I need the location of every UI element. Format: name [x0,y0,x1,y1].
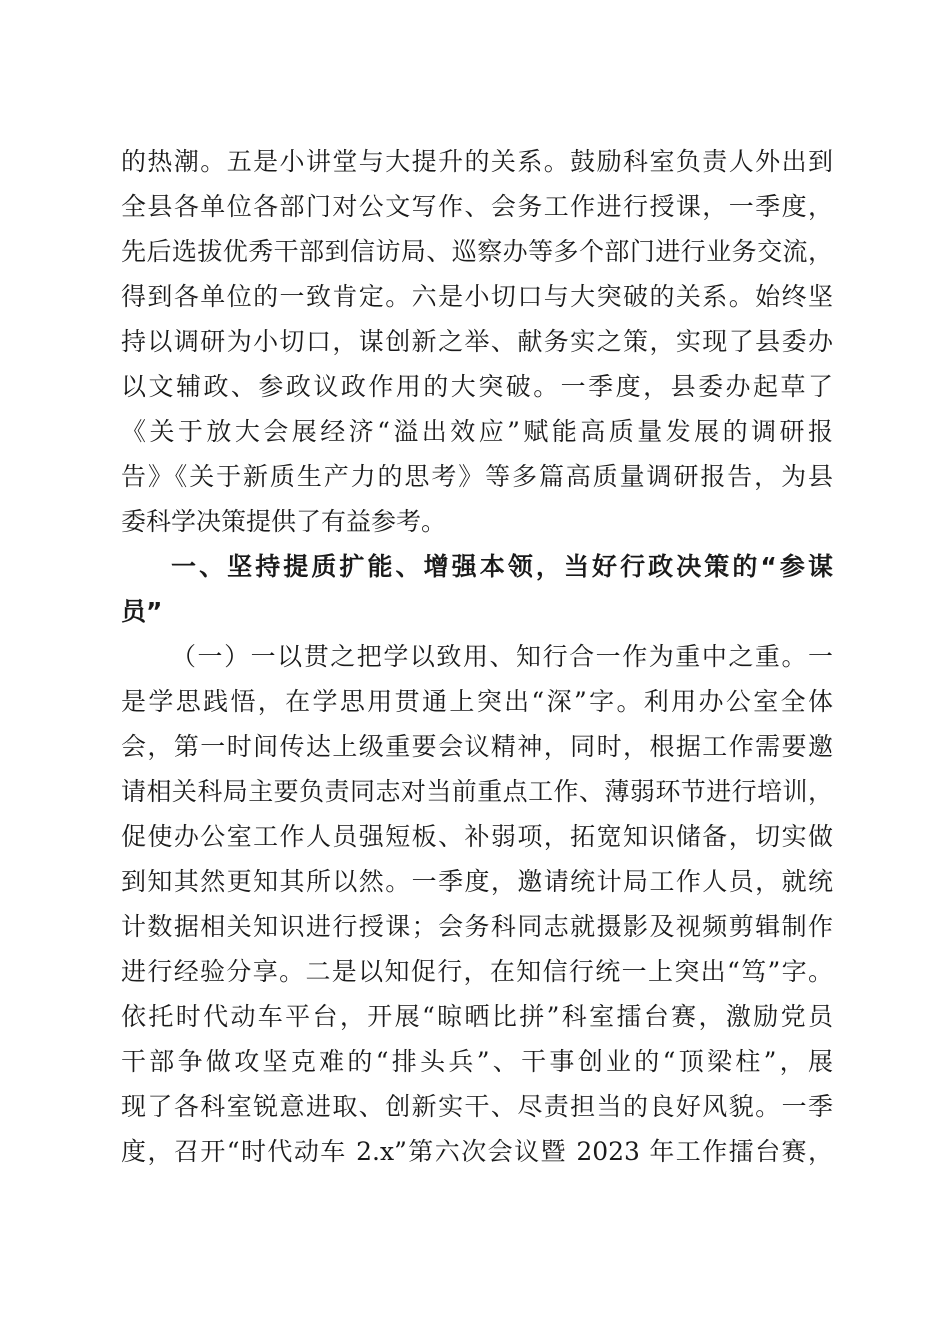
paragraph-1-line-2: 全县各单位各部门对公文写作、会务工作进行授课，一季度， [121,192,833,221]
paragraph-2-line-2: 是学思践悟，在学思用贯通上突出“深”字。利用办公室全体 [121,687,833,716]
paragraph-2-line-8: 进行经验分享。二是以知促行，在知信行统一上突出“笃”字。 [121,957,833,986]
paragraph-1-line-7: 《关于放大会展经济“溢出效应”赋能高质量发展的调研报 [121,417,833,446]
paragraph-2-line-6: 到知其然更知其所以然。一季度，邀请统计局工作人员，就统 [121,867,833,896]
paragraph-1-line-5: 持以调研为小切口，谋创新之举、献务实之策，实现了县委办 [121,327,833,356]
paragraph-2-line-1: （一）一以贯之把学以致用、知行合一作为重中之重。一 [171,642,833,671]
paragraph-1-line-4: 得到各单位的一致肯定。六是小切口与大突破的关系。始终坚 [121,282,833,311]
paragraph-2-line-12: 度，召开“时代动车 2.x”第六次会议暨 2023 年工作擂台赛， [121,1137,833,1166]
paragraph-2-line-9: 依托时代动车平台，开展“晾晒比拼”科室擂台赛，激励党员 [121,1002,833,1031]
paragraph-2-line-10: 干部争做攻坚克难的“排头兵”、干事创业的“顶梁柱”，展 [121,1047,833,1076]
paragraph-1-line-3: 先后选拔优秀干部到信访局、巡察办等多个部门进行业务交流， [121,237,833,266]
paragraph-1-line-8: 告》《关于新质生产力的思考》等多篇高质量调研报告，为县 [121,462,833,491]
paragraph-1-line-6: 以文辅政、参政议政作用的大突破。一季度，县委办起草了 [121,372,833,401]
paragraph-2-line-4: 请相关科局主要负责同志对当前重点工作、薄弱环节进行培训， [121,777,833,806]
paragraph-1-line-9: 委科学决策提供了有益参考。 [121,507,447,536]
section-heading-line-1: 一、坚持提质扩能、增强本领，当好行政决策的“参谋 [171,552,833,581]
paragraph-2-line-5: 促使办公室工作人员强短板、补弱项，拓宽知识储备，切实做 [121,822,833,851]
paragraph-2-line-11: 现了各科室锐意进取、创新实干、尽责担当的良好风貌。一季 [121,1092,833,1121]
section-heading-line-2: 员” [121,597,163,626]
paragraph-2-line-3: 会，第一时间传达上级重要会议精神，同时，根据工作需要邀 [121,732,833,761]
paragraph-2-line-7: 计数据相关知识进行授课；会务科同志就摄影及视频剪辑制作 [121,912,833,941]
paragraph-1-line-1: 的热潮。五是小讲堂与大提升的关系。鼓励科室负责人外出到 [121,147,833,176]
